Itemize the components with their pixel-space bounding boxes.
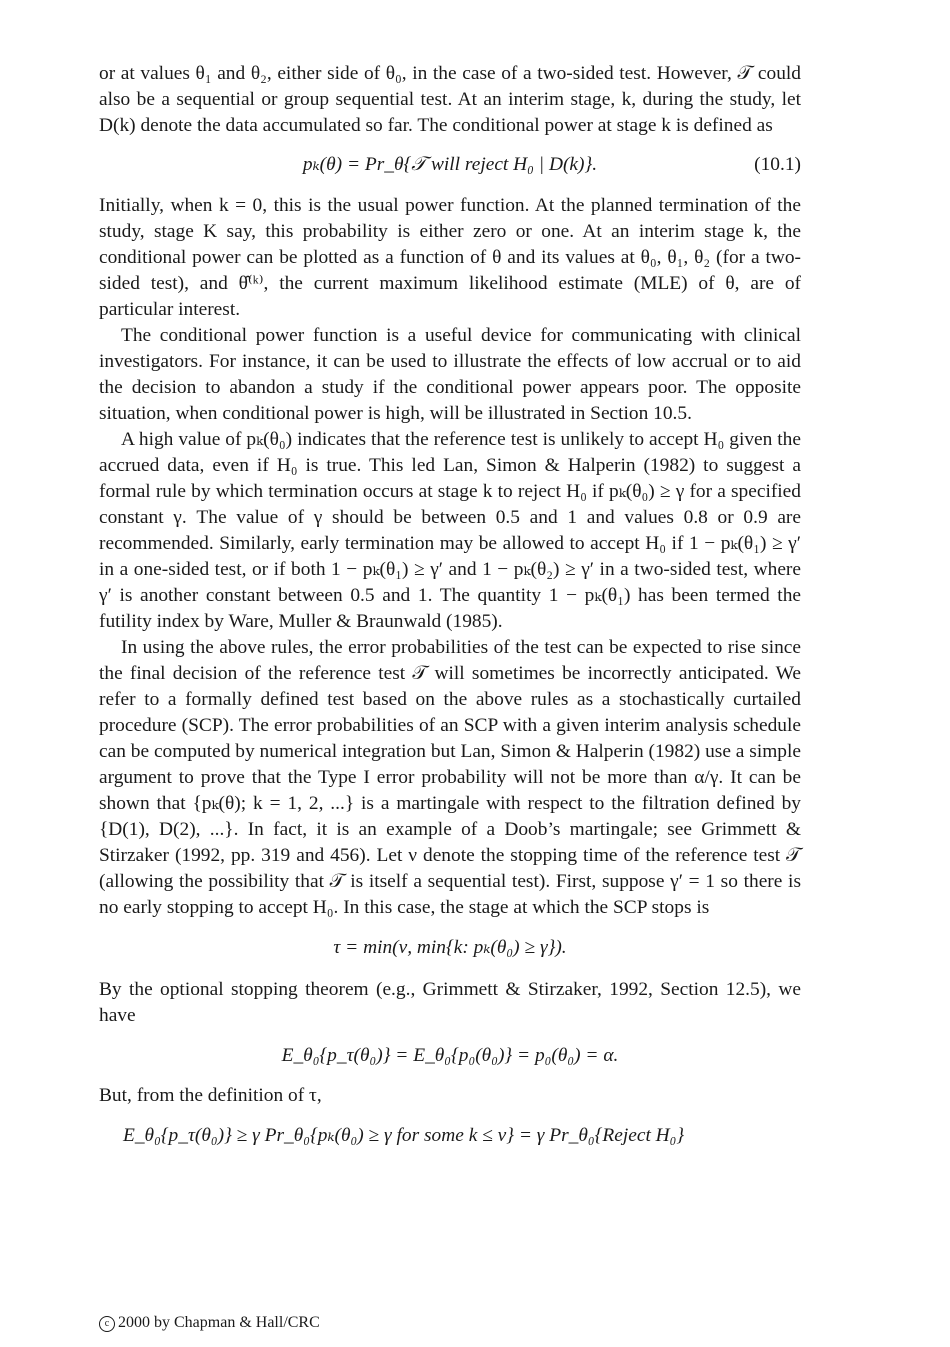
paragraph-7: But, from the definition of τ, <box>99 1085 322 1106</box>
equation-number: (10.1) <box>754 154 801 175</box>
paragraph-3: The conditional power function is a useful device for communicating with clinical investigators. For instance, it can be used to illustrate the effects of low accrual or to aid the decision to abandon a study if the conditional power appears poor. The opposite situation, when conditional power is high, will be illustrated in Section 10.5. <box>99 325 801 424</box>
equation-optional-stopping <box>99 1043 801 1069</box>
equation-optional-stopping-body: E_θ₀{p_τ(θ₀)} = E_θ₀{p₀(θ₀)} = p₀(θ₀) = α. <box>281 1045 619 1066</box>
equation-10-1-body: pₖ(θ) = Pr_θ{𝒯 will reject H₀ | D(k)}. <box>302 154 598 175</box>
copyright-text: 2000 by Chapman & Hall/CRC <box>118 1314 320 1331</box>
equation-stopping-stage <box>99 935 801 961</box>
copyright-symbol: c <box>99 1316 115 1332</box>
page-body <box>99 61 801 1149</box>
paragraph-2: Initially, when k = 0, this is the usual power function. At the planned termination of the study, stage K say, this probability is either zero or one. At an interim stage k, the conditional power can be plotted as a function of θ and its values at θ₀, θ₁, θ₂ (for a two-sided test), and θ̂⁽ᵏ⁾, the current maximum likelihood estimate (MLE) of θ, are of particular interest. <box>99 195 801 320</box>
copyright-footer <box>99 1313 320 1333</box>
equation-10-1 <box>99 152 801 178</box>
paragraph-5: In using the above rules, the error probabilities of the test can be expected to rise since the final decision of the reference test 𝒯 will sometimes be incorrectly anticipated. We refer to a formally defined test based on the above rules as a stochastically curtailed procedure (SCP). The error probabilities of an SCP with a given interim analysis schedule can be computed by numerical integration but Lan, Simon & Halperin (1982) use a simple argument to prove that the Type I error probability will not be more than α/γ. It can be shown that {pₖ(θ); k = 1, 2, ...} is a martingale with respect to the filtration defined by {D(1), D(2), ...}. In fact, it is an example of a Doob’s martingale; see Grimmett & Stirzaker (1992, pp. 319 and 456). Let ν denote the stopping time of the reference test 𝒯 (allowing the possibility that 𝒯 is itself a sequential test). First, suppose γ′ = 1 so there is no early stopping to accept H₀. In this case, the stage at which the SCP stops is <box>99 637 801 918</box>
paragraph-4: A high value of pₖ(θ₀) indicates that the reference test is unlikely to accept H₀ given the accrued data, even if H₀ is true. This led Lan, Simon & Halperin (1982) to suggest a formal rule by which termination occurs at stage k to reject H₀ if pₖ(θ₀) ≥ γ for a specified constant γ. The value of γ should be between 0.5 and 1 and values 0.8 or 0.9 are recommended. Similarly, early termination may be allowed to accept H₀ if 1 − pₖ(θ₁) ≥ γ′ in a one-sided test, or if both 1 − pₖ(θ₁) ≥ γ′ and 1 − pₖ(θ₂) ≥ γ′ in a two-sided test, where γ′ is another constant between 0.5 and 1. The quantity 1 − pₖ(θ₁) has been termed the futility index by Ware, Muller & Braunwald (1985). <box>99 429 801 632</box>
paragraph-6: By the optional stopping theorem (e.g., Grimmett & Stirzaker, 1992, Section 12.5), we have <box>99 979 801 1026</box>
equation-stopping-stage-body: τ = min(ν, min{k: pₖ(θ₀) ≥ γ}). <box>333 937 567 958</box>
paragraph-1: or at values θ₁ and θ₂, either side of θ₀, in the case of a two-sided test. However, 𝒯 could also be a sequential or group sequential test. At an interim stage, k, during the study, let D(k) denote the data accumulated so far. The conditional power at stage k is defined as <box>99 63 801 136</box>
equation-bound <box>99 1123 801 1149</box>
equation-bound-body: E_θ₀{p_τ(θ₀)} ≥ γ Pr_θ₀{pₖ(θ₀) ≥ γ for some k ≤ ν} = γ Pr_θ₀{Reject H₀} <box>123 1125 685 1146</box>
